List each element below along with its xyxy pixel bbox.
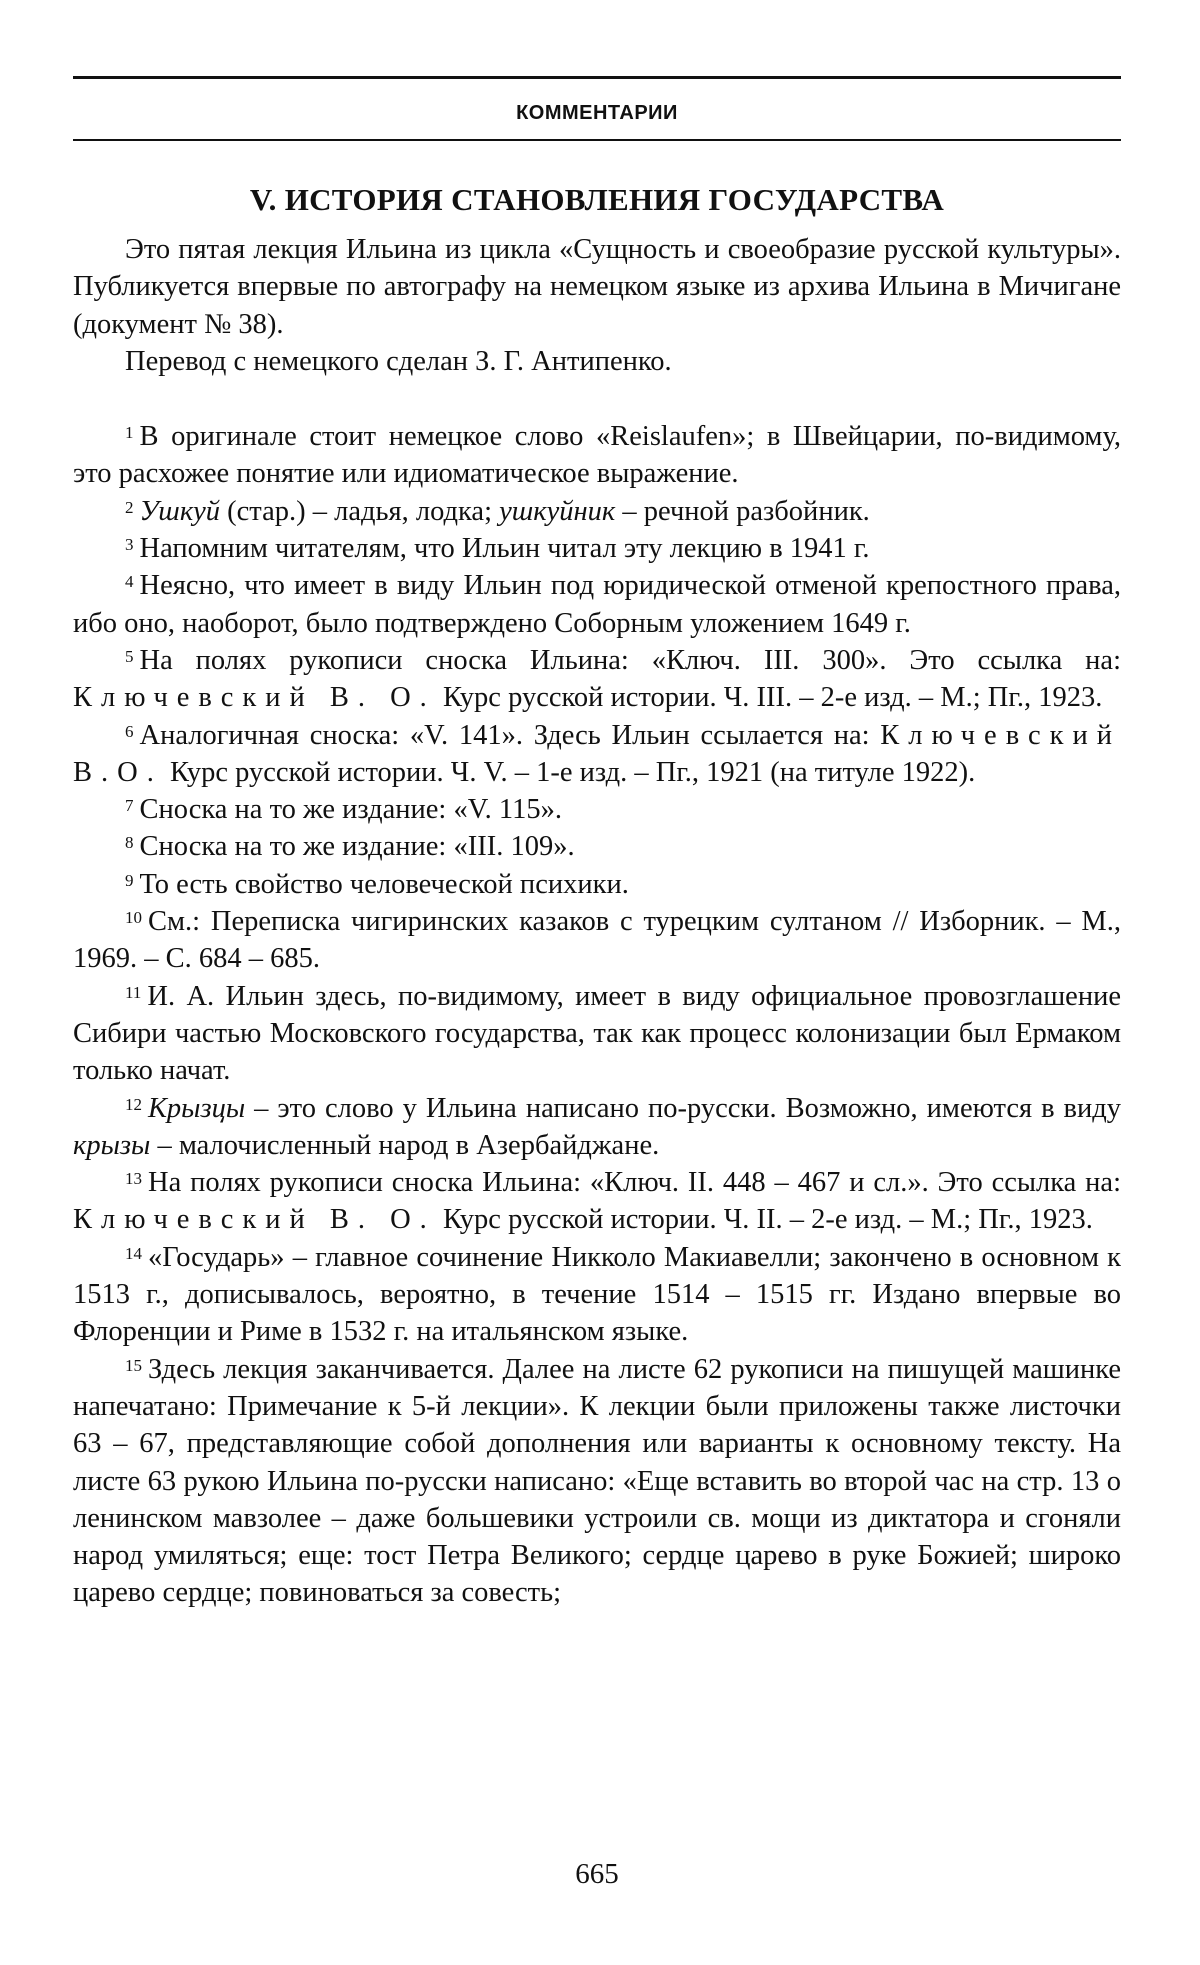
footnote-text: В оригинале стоит немецкое слово «Reislaufen»; в Швейцарии, по-видимому, это расхожее понятие или идиоматическое выражение. [73, 421, 1121, 490]
footnote-text: Курс русской истории. Ч. V. – 1-е изд. – Пг., 1921 (на титуле 1922). [162, 756, 976, 788]
section-title: V. ИСТОРИЯ СТАНОВЛЕНИЯ ГОСУДАРСТВА [249, 182, 945, 217]
footnotes [73, 418, 1121, 1612]
intro [73, 231, 1121, 380]
footnote-author: Ключевский В. О. [73, 682, 436, 714]
footnote-text: То есть свойство человеческой психики. [139, 868, 629, 900]
footnote-term: ушкуйник [499, 495, 616, 527]
footnote-number: 3 [125, 535, 134, 555]
footnote-number: 12 [125, 1094, 142, 1114]
footnote-number: 13 [125, 1169, 142, 1189]
footnote-number: 8 [125, 833, 134, 853]
footnote-text: На полях рукописи сноска Ильина: «Ключ. II. 448 – 467 и сл.». Это ссылка на: [148, 1167, 1121, 1199]
footnote-15 [73, 1351, 1121, 1612]
footnote-text: И. А. Ильин здесь, по-видимому, имеет в виду официальное провозглашение Сибири частью Московского государства, так как процесс колонизации был Ермаком только начат. [73, 980, 1121, 1087]
footnote-number: 7 [125, 796, 134, 816]
footnote-text: – малочисленный народ в Азербайджане. [150, 1129, 660, 1161]
footnote-text: См.: Переписка чигиринских казаков с турецким султаном // Изборник. – М., 1969. – С. 684 – 685. [73, 906, 1121, 975]
footnote-text: Неясно, что имеет в виду Ильин под юридической отменой крепостного права, ибо оно, наоборот, было подтверждено Соборным уложением 1649 г. [73, 570, 1121, 639]
footnote-text: Курс русской истории. Ч. II. – 2-е изд. – М.; Пг., 1923. [435, 1204, 1093, 1236]
footnote-text: Сноска на то же издание: «V. 115». [139, 794, 562, 826]
footnote-text: Напомним читателям, что Ильин читал эту лекцию в 1941 г. [139, 533, 870, 565]
footnote-14 [73, 1239, 1121, 1351]
footnote-text: Здесь лекция заканчивается. Далее на листе 62 рукописи на пишущей машинке напечатано: Примечание к 5-й лекции». К лекции были приложены также листочки 63 – 67, представляющие собой дополнения или варианты к основному тексту. На листе 63 рукою Ильина по-русски написано: «Еще вставить во второй час на стр. 13 о ленинском мавзолее – даже большевики устроили св. мощи из диктатора и сгоняли народ умиляться; еще: тост Петра Великого; сердце царево в руке Божией; широко царево сердце; повиноваться за совесть; [73, 1353, 1121, 1609]
footnote-3 [73, 530, 1121, 567]
intro-paragraph: Перевод с немецкого сделан З. Г. Антипенко. [125, 345, 672, 377]
footnote-7 [73, 791, 1121, 828]
footnote-9 [73, 866, 1121, 903]
running-head: КОММЕНТАРИИ [516, 102, 678, 124]
page [73, 76, 1121, 1890]
footnote-6 [73, 717, 1121, 792]
footnote-number: 5 [125, 646, 134, 666]
footnote-11 [73, 978, 1121, 1090]
footnote-2 [73, 493, 1121, 530]
header-rule-top [73, 76, 1121, 79]
footnote-text: – речной разбойник. [615, 495, 870, 527]
footnote-number: 4 [125, 572, 134, 592]
footnote-number: 14 [125, 1243, 142, 1263]
footnote-text: – это слово у Ильина написано по-русски. Возможно, имеются в виду [245, 1092, 1121, 1124]
footnote-8 [73, 828, 1121, 865]
footnote-12 [73, 1090, 1121, 1165]
footnote-text: «Государь» – главное сочинение Никколо Макиавелли; закончено в основном к 1513 г., дописывалось, вероятно, в течение 1514 – 1515 гг. Издано впервые во Флоренции и Риме в 1532 г. на итальянском языке. [73, 1241, 1121, 1348]
footnote-text: (стар.) – ладья, лодка; [220, 495, 500, 527]
footnote-number: 1 [125, 423, 134, 443]
footnote-13 [73, 1164, 1121, 1239]
footnote-text: Курс русской истории. Ч. III. – 2-е изд. – М.; Пг., 1923. [435, 682, 1103, 714]
footnote-text: Сноска на то же издание: «III. 109». [139, 831, 575, 863]
footnote-number: 2 [125, 497, 134, 517]
footnote-number: 6 [125, 721, 134, 741]
footnote-4 [73, 567, 1121, 642]
page-number: 665 [575, 1858, 619, 1890]
footnote-author: Ключевский В.О. [73, 719, 1121, 788]
footnote-author: Ключевский В. О. [73, 1204, 436, 1236]
footnote-number: 15 [125, 1355, 142, 1375]
footnote-10 [73, 903, 1121, 978]
intro-paragraph: Это пятая лекция Ильина из цикла «Сущность и своеобразие русской культуры». Публикуется впервые по автографу на немецком языке из архива Ильина в Мичигане (документ № 38). [73, 234, 1121, 340]
footnote-term: Ушкуй [139, 495, 221, 527]
footnote-number: 10 [125, 908, 142, 928]
footnote-term: Крызцы [148, 1092, 246, 1124]
footnote-text: На полях рукописи сноска Ильина: «Ключ. III. 300». Это ссылка на: [139, 644, 1121, 676]
header-rule-bottom [73, 139, 1121, 141]
footnote-text: Аналогичная сноска: «V. 141». Здесь Ильин ссылается на: [139, 719, 881, 751]
footnote-number: 9 [125, 870, 134, 890]
footnote-5 [73, 642, 1121, 717]
footnote-number: 11 [125, 982, 142, 1002]
footnote-1 [73, 418, 1121, 493]
footnote-term: крызы [73, 1129, 151, 1161]
